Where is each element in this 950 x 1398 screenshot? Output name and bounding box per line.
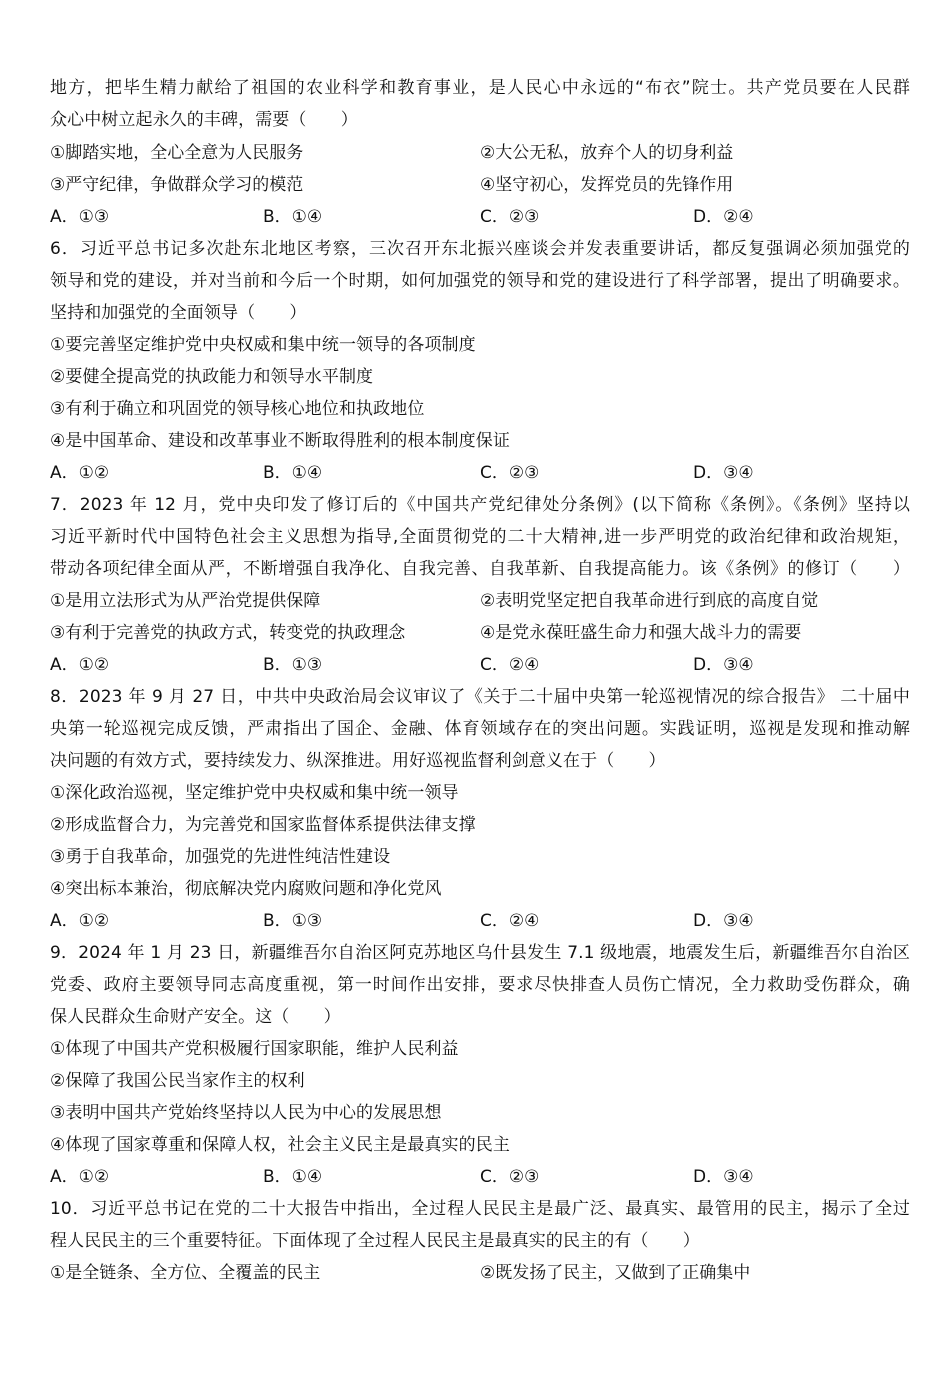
q7-stem-line-2: 习近平新时代中国特色社会主义思想为指导,全面贯彻党的二十大精神,进一步严明党的政治纪律和政治规矩， — [50, 527, 910, 547]
q5-choice-d: D．②④ — [693, 207, 754, 227]
q7-item-3: ③有利于完善党的执政方式，转变党的执政理念 — [50, 623, 406, 643]
q10-stem-line-1: 10．习近平总书记在党的二十大报告中指出，全过程人民民主是最广泛、最真实、最管用的民主，揭示了全过 — [50, 1199, 910, 1219]
q6-item-2: ②要健全提高党的执政能力和领导水平制度 — [50, 367, 374, 387]
q9-choice-a: A．①② — [50, 1167, 110, 1187]
q5-item-3: ③严守纪律，争做群众学习的模范 — [50, 175, 304, 195]
q9-item-2: ②保障了我国公民当家作主的权利 — [50, 1071, 305, 1091]
q5-stem-line-2: 众心中树立起永久的丰碑，需要（ ） — [50, 110, 358, 130]
q8-item-3: ③勇于自我革命，加强党的先进性纯洁性建设 — [50, 847, 391, 867]
q6-choice-b: B．①④ — [263, 463, 323, 483]
q7-choice-c: C．②④ — [480, 655, 540, 675]
q9-stem-line-3: 保人民群众生命财产安全。这（ ） — [50, 1007, 341, 1027]
q5-item-4: ④坚守初心，发挥党员的先锋作用 — [480, 175, 734, 195]
q8-item-4: ④突出标本兼治，彻底解决党内腐败问题和净化党风 — [50, 879, 442, 899]
q6-choice-d: D．③④ — [693, 463, 754, 483]
q7-stem-line-3: 带动各项纪律全面从严，不断增强自我净化、自我完善、自我革新、自我提高能力。该《条例》的修订（ ） — [50, 559, 910, 579]
q8-choice-c: C．②④ — [480, 911, 540, 931]
q6-stem-line-1: 6．习近平总书记多次赴东北地区考察，三次召开东北振兴座谈会并发表重要讲话，都反复强调必须加强党的 — [50, 239, 910, 259]
q8-stem-line-2: 央第一轮巡视完成反馈，严肃指出了国企、金融、体育领域存在的突出问题。实践证明，巡视是发现和推动解 — [50, 719, 910, 739]
q7-item-2: ②表明党坚定把自我革命进行到底的高度自觉 — [480, 591, 819, 611]
q6-item-1: ①要完善坚定维护党中央权威和集中统一领导的各项制度 — [50, 335, 476, 355]
q6-choice-a: A．①② — [50, 463, 110, 483]
q9-choice-c: C．②③ — [480, 1167, 540, 1187]
q7-choice-a: A．①② — [50, 655, 110, 675]
q9-stem-line-2: 党委、政府主要领导同志高度重视，第一时间作出安排，要求尽快排查人员伤亡情况，全力救助受伤群众，确 — [50, 975, 910, 995]
q5-stem-line-1: 地方，把毕生精力献给了祖国的农业科学和教育事业，是人民心中永远的“布衣”院士。共产党员要在人民群 — [50, 78, 910, 98]
q5-choice-a: A．①③ — [50, 207, 110, 227]
q9-item-3: ③表明中国共产党始终坚持以人民为中心的发展思想 — [50, 1103, 442, 1123]
q8-choice-b: B．①③ — [263, 911, 323, 931]
q7-item-4: ④是党永葆旺盛生命力和强大战斗力的需要 — [480, 623, 802, 643]
q10-item-1: ①是全链条、全方位、全覆盖的民主 — [50, 1263, 321, 1283]
q9-stem-line-1: 9．2024 年 1 月 23 日，新疆维吾尔自治区阿克苏地区乌什县发生 7.1 级地震，地震发生后，新疆维吾尔自治区 — [50, 943, 910, 963]
q8-stem-line-3: 决问题的有效方式，要持续发力、纵深推进。用好巡视监督利剑意义在于（ ） — [50, 751, 666, 771]
q8-stem-line-1: 8．2023 年 9 月 27 日，中共中央政治局会议审议了《关于二十届中央第一轮巡视情况的综合报告》 二十届中 — [50, 687, 910, 707]
q10-item-2: ②既发扬了民主，又做到了正确集中 — [480, 1263, 751, 1283]
q9-choice-b: B．①④ — [263, 1167, 323, 1187]
q8-item-2: ②形成监督合力，为完善党和国家监督体系提供法律支撑 — [50, 815, 476, 835]
q9-item-1: ①体现了中国共产党积极履行国家职能，维护人民利益 — [50, 1039, 459, 1059]
q5-item-2: ②大公无私，放弃个人的切身利益 — [480, 143, 734, 163]
q9-item-4: ④体现了国家尊重和保障人权，社会主义民主是最真实的民主 — [50, 1135, 510, 1155]
q6-item-4: ④是中国革命、建设和改革事业不断取得胜利的根本制度保证 — [50, 431, 510, 451]
q7-choice-b: B．①③ — [263, 655, 323, 675]
q6-stem-line-3: 坚持和加强党的全面领导（ ） — [50, 303, 307, 323]
q6-item-3: ③有利于确立和巩固党的领导核心地位和执政地位 — [50, 399, 425, 419]
q7-choice-d: D．③④ — [693, 655, 754, 675]
q8-item-1: ①深化政治巡视，坚定维护党中央权威和集中统一领导 — [50, 783, 459, 803]
q10-stem-line-2: 程人民民主的三个重要特征。下面体现了全过程人民民主是最真实的民主的有（ ） — [50, 1231, 700, 1251]
q7-stem-line-1: 7．2023 年 12 月，党中央印发了修订后的《中国共产党纪律处分条例》(以下简称《条例》。《条例》坚持以 — [50, 495, 910, 515]
q6-stem-line-2: 领导和党的建设，并对当前和今后一个时期，如何加强党的领导和党的建设进行了科学部署，提出了明确要求。 — [50, 271, 910, 291]
q6-choice-c: C．②③ — [480, 463, 540, 483]
q9-choice-d: D．③④ — [693, 1167, 754, 1187]
q8-choice-d: D．③④ — [693, 911, 754, 931]
q8-choice-a: A．①② — [50, 911, 110, 931]
q5-choice-c: C．②③ — [480, 207, 540, 227]
q5-item-1: ①脚踏实地，全心全意为人民服务 — [50, 143, 304, 163]
q5-choice-b: B．①④ — [263, 207, 323, 227]
q7-item-1: ①是用立法形式为从严治党提供保障 — [50, 591, 321, 611]
